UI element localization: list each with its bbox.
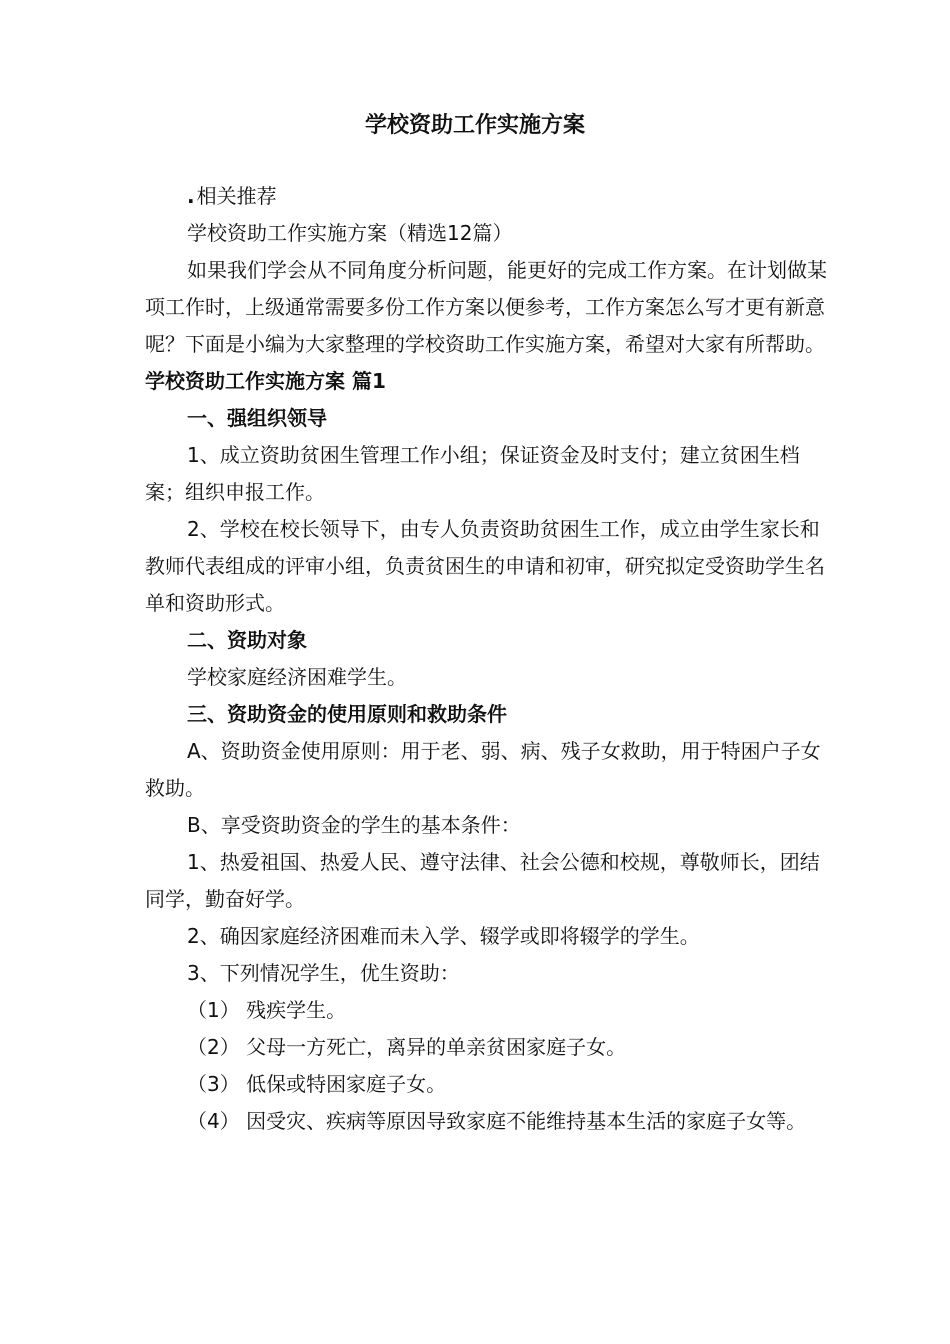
bullet-dot: . xyxy=(187,184,195,208)
related-recommendations xyxy=(145,178,835,215)
list-item-3: （3） 低保或特困家庭子女。 xyxy=(187,1072,447,1096)
paragraph-5: B、享受资助资金的学生的基本条件： xyxy=(187,813,521,837)
list-item-4: （4） 因受灾、疾病等原因导致家庭不能维持基本生活的家庭子女等。 xyxy=(187,1109,807,1133)
list-item-2: （2） 父母一方死亡，离异的单亲贫困家庭子女。 xyxy=(187,1035,627,1059)
document-body xyxy=(145,178,835,1140)
heading-organization: 一、强组织领导 xyxy=(187,406,327,430)
paragraph-2: 2、学校在校长领导下，由专人负责资助贫困生工作，成立由学生家长和教师代表组成的评审小组，负责贫困生的申请和初审，研究拟定受资助学生名单和资助形式。 xyxy=(145,517,825,615)
heading-targets: 二、资助对象 xyxy=(187,628,307,652)
paragraph-3: 学校家庭经济困难学生。 xyxy=(187,665,407,689)
paragraph-6: 1、热爱祖国、热爱人民、遵守法律、社会公德和校规，尊敬师长，团结同学，勤奋好学。 xyxy=(145,850,820,911)
document-subtitle: 学校资助工作实施方案（精选12篇） xyxy=(187,221,513,245)
related-label: 相关推荐 xyxy=(196,184,277,208)
document-title: 学校资助工作实施方案 xyxy=(364,113,585,138)
intro-paragraph: 如果我们学会从不同角度分析问题，能更好的完成工作方案。在计划做某项工作时，上级通常需要多份工作方案以便参考，工作方案怎么写才更有新意呢？下面是小编为大家整理的学校资助工作实施方案，希望对大家有所帮助。 xyxy=(145,258,827,356)
section-heading: 学校资助工作实施方案 篇1 xyxy=(145,369,386,393)
list-item-1: （1） 残疾学生。 xyxy=(187,998,347,1022)
paragraph-7: 2、确因家庭经济困难而未入学、辍学或即将辍学的学生。 xyxy=(187,924,700,948)
paragraph-1: 1、成立资助贫困生管理工作小组；保证资金及时支付；建立贫困生档案；组织申报工作。 xyxy=(145,443,800,504)
paragraph-4: A、资助资金使用原则：用于老、弱、病、残子女救助，用于特困户子女救助。 xyxy=(145,739,821,800)
paragraph-8: 3、下列情况学生，优生资助： xyxy=(187,961,460,985)
heading-principles: 三、资助资金的使用原则和救助条件 xyxy=(187,702,507,726)
